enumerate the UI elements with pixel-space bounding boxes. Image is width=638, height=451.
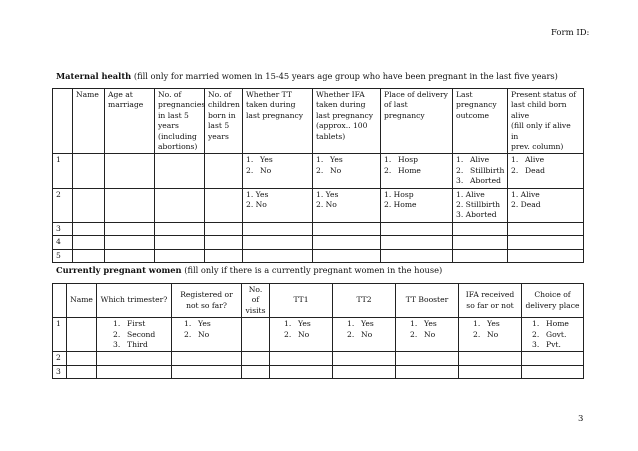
- header-ifa-received: IFA received so far or not: [459, 284, 522, 318]
- header-pregnancies: No. of pregnancies in last 5 years (including abortions): [155, 89, 205, 154]
- option-label: No: [260, 165, 272, 175]
- age-at-marriage-cell[interactable]: [105, 236, 155, 249]
- delivery-place-cell[interactable]: [522, 352, 584, 365]
- option-label: No: [361, 329, 373, 339]
- header-age-at-marriage: Age at marriage: [105, 89, 155, 154]
- maternal-health-title: [56, 71, 558, 81]
- header-trimester: Which trimester?: [97, 284, 172, 318]
- header-index: [53, 284, 67, 318]
- option-label: Third: [127, 340, 148, 350]
- option-number: 1.: [473, 319, 481, 329]
- option-number: 1.: [410, 319, 418, 329]
- option-number: 1.: [316, 155, 324, 165]
- tt1-options[interactable]: [270, 318, 333, 352]
- row-number: 2: [53, 352, 67, 365]
- visits-cell[interactable]: [242, 318, 270, 352]
- pregnancies-cell[interactable]: [155, 222, 205, 235]
- ifa-cell[interactable]: [459, 365, 522, 378]
- header-visits: No. of visits: [242, 284, 270, 318]
- pregnancies-cell[interactable]: [155, 188, 205, 222]
- row-number: 4: [53, 236, 73, 249]
- age-at-marriage-cell[interactable]: [105, 154, 155, 188]
- option-number: 2.: [384, 165, 392, 175]
- visits-cell[interactable]: [242, 365, 270, 378]
- option-label: Alive: [525, 155, 545, 165]
- place-cell[interactable]: [381, 222, 453, 235]
- tt-booster-cell[interactable]: [396, 365, 459, 378]
- name-cell[interactable]: [67, 352, 97, 365]
- option-label: Yes: [298, 319, 311, 329]
- row-number: 2: [53, 188, 73, 222]
- option-label: Alive: [470, 155, 490, 165]
- option-text: 2. No: [316, 200, 337, 210]
- option-number: 2.: [410, 329, 418, 339]
- status-cell[interactable]: [508, 236, 584, 249]
- name-cell[interactable]: [73, 154, 105, 188]
- name-cell[interactable]: [73, 188, 105, 222]
- outcome-cell[interactable]: [453, 222, 508, 235]
- option-text: 2. Home: [384, 200, 417, 210]
- header-row: [53, 89, 584, 154]
- row-number: 5: [53, 249, 73, 262]
- status-options[interactable]: [508, 188, 584, 222]
- option-text: 1. Yes: [246, 189, 269, 199]
- place-options[interactable]: [381, 154, 453, 188]
- table-row: [53, 188, 584, 222]
- option-label: Yes: [198, 319, 211, 329]
- option-number: 1.: [184, 319, 192, 329]
- page-number: 3: [578, 414, 584, 424]
- name-cell[interactable]: [67, 318, 97, 352]
- option-number: 2.: [246, 165, 254, 175]
- option-label: No: [330, 165, 342, 175]
- option-text: 1. Hosp: [384, 189, 414, 199]
- age-at-marriage-cell[interactable]: [105, 222, 155, 235]
- children-born-cell[interactable]: [205, 154, 243, 188]
- option-number: 1.: [113, 319, 121, 329]
- trimester-cell[interactable]: [97, 365, 172, 378]
- trimester-cell[interactable]: [97, 352, 172, 365]
- delivery-place-options[interactable]: [522, 318, 584, 352]
- pregnancies-cell[interactable]: [155, 236, 205, 249]
- option-number: 3.: [456, 176, 464, 186]
- option-label: No: [198, 329, 210, 339]
- status-cell[interactable]: [508, 222, 584, 235]
- header-registered: Registered or not so far?: [172, 284, 242, 318]
- pregnancies-cell[interactable]: [155, 154, 205, 188]
- option-text: 3. Aborted: [456, 210, 497, 220]
- name-cell[interactable]: [67, 365, 97, 378]
- tt2-cell[interactable]: [333, 352, 396, 365]
- option-label: Home: [398, 165, 421, 175]
- status-cell[interactable]: [508, 249, 584, 262]
- header-tt1: TT1: [270, 284, 333, 318]
- currently-pregnant-title-note: (fill only if there is a currently pregnant women in the house): [181, 265, 443, 275]
- option-text: 1. Yes: [316, 189, 339, 199]
- place-cell[interactable]: [381, 249, 453, 262]
- header-tt2: TT2: [333, 284, 396, 318]
- option-label: Yes: [361, 319, 374, 329]
- header-index: [53, 89, 73, 154]
- option-number: 2.: [473, 329, 481, 339]
- row-number: 3: [53, 222, 73, 235]
- age-at-marriage-cell[interactable]: [105, 188, 155, 222]
- ifa-options[interactable]: [313, 188, 381, 222]
- outcome-options[interactable]: [453, 154, 508, 188]
- option-label: No: [424, 329, 436, 339]
- status-options[interactable]: [508, 154, 584, 188]
- option-number: 1.: [347, 319, 355, 329]
- option-number: 3.: [532, 340, 540, 350]
- header-name: Name: [73, 89, 105, 154]
- option-number: 2.: [347, 329, 355, 339]
- maternal-health-title-note: (fill only for married women in 15-45 years age group who have been pregnant in the last five years): [131, 71, 558, 81]
- age-at-marriage-cell[interactable]: [105, 249, 155, 262]
- tt-cell[interactable]: [243, 236, 313, 249]
- option-label: No: [298, 329, 310, 339]
- row-number: 3: [53, 365, 67, 378]
- maternal-health-title-bold: Maternal health: [56, 71, 132, 81]
- name-cell[interactable]: [73, 249, 105, 262]
- ifa-cell[interactable]: [313, 249, 381, 262]
- ifa-options[interactable]: [313, 154, 381, 188]
- tt1-cell[interactable]: [270, 352, 333, 365]
- registered-options[interactable]: [172, 318, 242, 352]
- table-row: [53, 365, 584, 378]
- table-row: [53, 236, 584, 249]
- pregnancies-cell[interactable]: [155, 249, 205, 262]
- option-number: 1.: [384, 155, 392, 165]
- option-number: 2.: [113, 329, 121, 339]
- tt2-cell[interactable]: [333, 365, 396, 378]
- option-label: First: [127, 319, 146, 329]
- option-number: 2.: [184, 329, 192, 339]
- tt-options[interactable]: [243, 188, 313, 222]
- header-name: Name: [67, 284, 97, 318]
- option-label: No: [487, 329, 499, 339]
- table-row: [53, 352, 584, 365]
- header-place-of-delivery: Place of delivery of last pregnancy: [381, 89, 453, 154]
- ifa-cell[interactable]: [313, 236, 381, 249]
- children-born-cell[interactable]: [205, 249, 243, 262]
- option-number: 2.: [284, 329, 292, 339]
- header-ifa-taken: Whether IFA taken during last pregnancy (approx.. 100 tablets): [313, 89, 381, 154]
- outcome-options[interactable]: [453, 188, 508, 222]
- option-text: 1. Alive: [511, 189, 540, 199]
- name-cell[interactable]: [73, 222, 105, 235]
- option-text: 2. No: [246, 200, 267, 210]
- option-label: Yes: [487, 319, 500, 329]
- outcome-cell[interactable]: [453, 236, 508, 249]
- place-options[interactable]: [381, 188, 453, 222]
- header-row: [53, 284, 584, 318]
- children-born-cell[interactable]: [205, 188, 243, 222]
- tt-cell[interactable]: [243, 222, 313, 235]
- option-number: 2.: [532, 329, 540, 339]
- row-number: 1: [53, 154, 73, 188]
- option-label: Yes: [424, 319, 437, 329]
- option-number: 1.: [246, 155, 254, 165]
- table-row: [53, 222, 584, 235]
- tt2-options[interactable]: [333, 318, 396, 352]
- option-label: Govt.: [546, 329, 567, 339]
- place-cell[interactable]: [381, 236, 453, 249]
- header-children-born: No. of children born in last 5 years: [205, 89, 243, 154]
- header-tt-booster: TT Booster: [396, 284, 459, 318]
- option-label: Pvt.: [546, 340, 561, 350]
- visits-cell[interactable]: [242, 352, 270, 365]
- tt1-cell[interactable]: [270, 365, 333, 378]
- currently-pregnant-title-bold: Currently pregnant women: [56, 265, 182, 275]
- option-label: Hosp: [398, 155, 418, 165]
- registered-cell[interactable]: [172, 365, 242, 378]
- children-born-cell[interactable]: [205, 222, 243, 235]
- maternal-health-table: [52, 88, 584, 263]
- option-label: Yes: [260, 155, 273, 165]
- tt-cell[interactable]: [243, 249, 313, 262]
- option-label: Home: [546, 319, 569, 329]
- option-text: 2. Dead: [511, 200, 541, 210]
- ifa-cell[interactable]: [313, 222, 381, 235]
- children-born-cell[interactable]: [205, 236, 243, 249]
- header-delivery-place: Choice of delivery place: [522, 284, 584, 318]
- option-number: 3.: [113, 340, 121, 350]
- currently-pregnant-title: [56, 265, 442, 275]
- option-text: 2. Stillbirth: [456, 200, 501, 210]
- trimester-options[interactable]: [97, 318, 172, 352]
- option-text: 1. Alive: [456, 189, 485, 199]
- header-child-status: Present status of last child born alive (fill only if alive in prev. column): [508, 89, 584, 154]
- option-number: 1.: [511, 155, 519, 165]
- table-row: [53, 249, 584, 262]
- tt-options[interactable]: [243, 154, 313, 188]
- ifa-cell[interactable]: [459, 352, 522, 365]
- option-number: 1.: [456, 155, 464, 165]
- option-number: 2.: [316, 165, 324, 175]
- option-number: 1.: [532, 319, 540, 329]
- currently-pregnant-table: [52, 283, 584, 379]
- option-number: 2.: [456, 165, 464, 175]
- option-label: Second: [127, 329, 156, 339]
- tt-booster-cell[interactable]: [396, 352, 459, 365]
- ifa-options[interactable]: [459, 318, 522, 352]
- option-label: Yes: [330, 155, 343, 165]
- option-label: Aborted: [470, 176, 501, 186]
- header-tt-taken: Whether TT taken during last pregnancy: [243, 89, 313, 154]
- registered-cell[interactable]: [172, 352, 242, 365]
- row-number: 1: [53, 318, 67, 352]
- option-number: 1.: [284, 319, 292, 329]
- tt-booster-options[interactable]: [396, 318, 459, 352]
- delivery-place-cell[interactable]: [522, 365, 584, 378]
- table-row: [53, 154, 584, 188]
- option-label: Stillbirth: [470, 165, 505, 175]
- form-id-label: Form ID:: [551, 28, 590, 38]
- name-cell[interactable]: [73, 236, 105, 249]
- option-label: Dead: [525, 165, 545, 175]
- header-pregnancy-outcome: Last pregnancy outcome: [453, 89, 508, 154]
- table-row: [53, 318, 584, 352]
- option-number: 2.: [511, 165, 519, 175]
- outcome-cell[interactable]: [453, 249, 508, 262]
